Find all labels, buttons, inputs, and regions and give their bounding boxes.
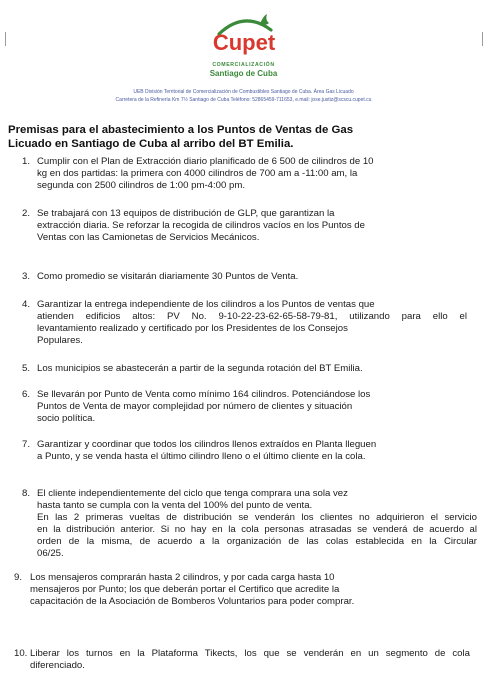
list-item-line: mensajeros por Punto; los que deberán portar el Certifico que acredite la [30, 584, 340, 595]
list-item-number: 9. [14, 572, 23, 583]
list-item-line: atienden edificios altos: PV No. 9-10-22-23-62-65-58-79-81, utilizando para ello el [37, 311, 467, 322]
list-item-line: Liberar los turnos en la Plataforma Tikects, los que se venderán en un segmento de cola [30, 648, 470, 659]
list-item-line: Garantizar la entrega independiente de los cilindros a los Puntos de ventas que [37, 299, 375, 310]
list-item-text [30, 648, 470, 672]
cupet-logo [0, 12, 487, 64]
list-item-text [37, 208, 467, 244]
address-line-1: UEB División Territorial de Comercialización de Combustibles Santiago de Cuba. Área Gas Licuado [133, 89, 354, 95]
list-item-line: kg en dos partidas: la primera con 4000 cilindros de 700 am a -11:00 am, la [37, 168, 358, 179]
list-item-line: Garantizar y coordinar que todos los cilindros llenos extraídos en Planta lleguen [37, 439, 377, 450]
cupet-logo-mark [189, 12, 299, 64]
list-item-text [37, 363, 467, 375]
list-item-text [37, 439, 467, 463]
letterhead [0, 62, 487, 104]
list-item-line: extracción diaria. Se reforzar la recogida de cilindros vacíos en los Puntos de [37, 220, 365, 231]
list-item-text [37, 488, 477, 560]
list-item-line: El cliente independientemente del ciclo que tenga comprara una sola vez [37, 488, 348, 499]
brand-line-2: Santiago de Cuba [209, 69, 278, 78]
list-item-line: en la distribución anterior. Si no hay en la cola personas atrasadas se venderá de acuerdo al [37, 524, 477, 535]
list-item-number: 10. [14, 648, 28, 659]
address-line-2: Carretera de la Refinería Km 7½ Santiago de Cuba Teléfono: 52865459-711653, e.mail: jose.justiz@scscu.cupet.cu [115, 97, 372, 103]
list-item-text [37, 271, 467, 283]
list-item-line: diferenciado. [30, 660, 85, 671]
list-item-text [30, 572, 470, 608]
list-item-number: 8. [22, 488, 31, 499]
list-item-line: capacitación de la Asociación de Bomberos Voluntarios para poder comprar. [30, 596, 355, 607]
list-item-line: Puntos de Venta de mayor complejidad por número de clientes y situación [37, 401, 353, 412]
list-item-line: hasta tanto se cumpla con la venta del 100% del punto de venta. [37, 500, 313, 511]
list-item-line: a Punto, y se venda hasta el último cilindro lleno o el último cliente en la cola. [37, 451, 366, 462]
list-item-line: Cumplir con el Plan de Extracción diario planificado de 6 500 de cilindros de 10 [37, 156, 374, 167]
list-item-line: segunda con 2500 cilindros de 1:00 pm-4:00 pm. [37, 180, 245, 191]
list-item-line: Como promedio se visitarán diariamente 30 Puntos de Venta. [37, 271, 299, 282]
list-item-text [37, 299, 467, 347]
list-item-line: En las 2 primeras vueltas de distribución se venderán los clientes no adquirieron el servicio [37, 512, 477, 523]
list-item-number: 5. [22, 363, 31, 374]
title-line-1: Premisas para el abastecimiento a los Puntos de Ventas de Gas [8, 124, 354, 136]
list-item-line: levantamiento realizado y certificado por los Presidentes de los Consejos [37, 323, 348, 334]
title-line-2: Licuado en Santiago de Cuba al arribo del BT Emilia. [8, 138, 294, 150]
list-item-number: 4. [22, 299, 31, 310]
list-item-line: Los mensajeros comprarán hasta 2 cilindros, y por cada carga hasta 10 [30, 572, 335, 583]
logo-flame-icon [260, 14, 269, 25]
list-item-number: 6. [22, 389, 31, 400]
list-item-line: Se llevarán por Punto de Venta como mínimo 164 cilindros. Potenciándose los [37, 389, 371, 400]
list-item-line: orden de la misma, de acuerdo a la organización de las colas establecida en la Circular [37, 536, 477, 547]
document-title [8, 123, 478, 151]
logo-wordmark: Cupet [212, 30, 275, 55]
list-item-number: 2. [22, 208, 31, 219]
brand-line-1: COMERCIALIZACIÓN [212, 62, 275, 68]
list-item-line: Populares. [37, 335, 83, 346]
list-item-number: 7. [22, 439, 31, 450]
list-item-text [37, 156, 467, 192]
list-item-number: 1. [22, 156, 31, 167]
list-item-line: Los municipios se abastecerán a partir de la segunda rotación del BT Emilia. [37, 363, 363, 374]
list-item-line: Se trabajará con 13 equipos de distribución de GLP, que garantizan la [37, 208, 335, 219]
list-item-line: 06/25. [37, 548, 64, 559]
list-item-text [37, 389, 467, 425]
list-item-line: socio política. [37, 413, 96, 424]
list-item-number: 3. [22, 271, 31, 282]
list-item-line: Ventas con las Camionetas de Servicios Mecánicos. [37, 232, 260, 243]
